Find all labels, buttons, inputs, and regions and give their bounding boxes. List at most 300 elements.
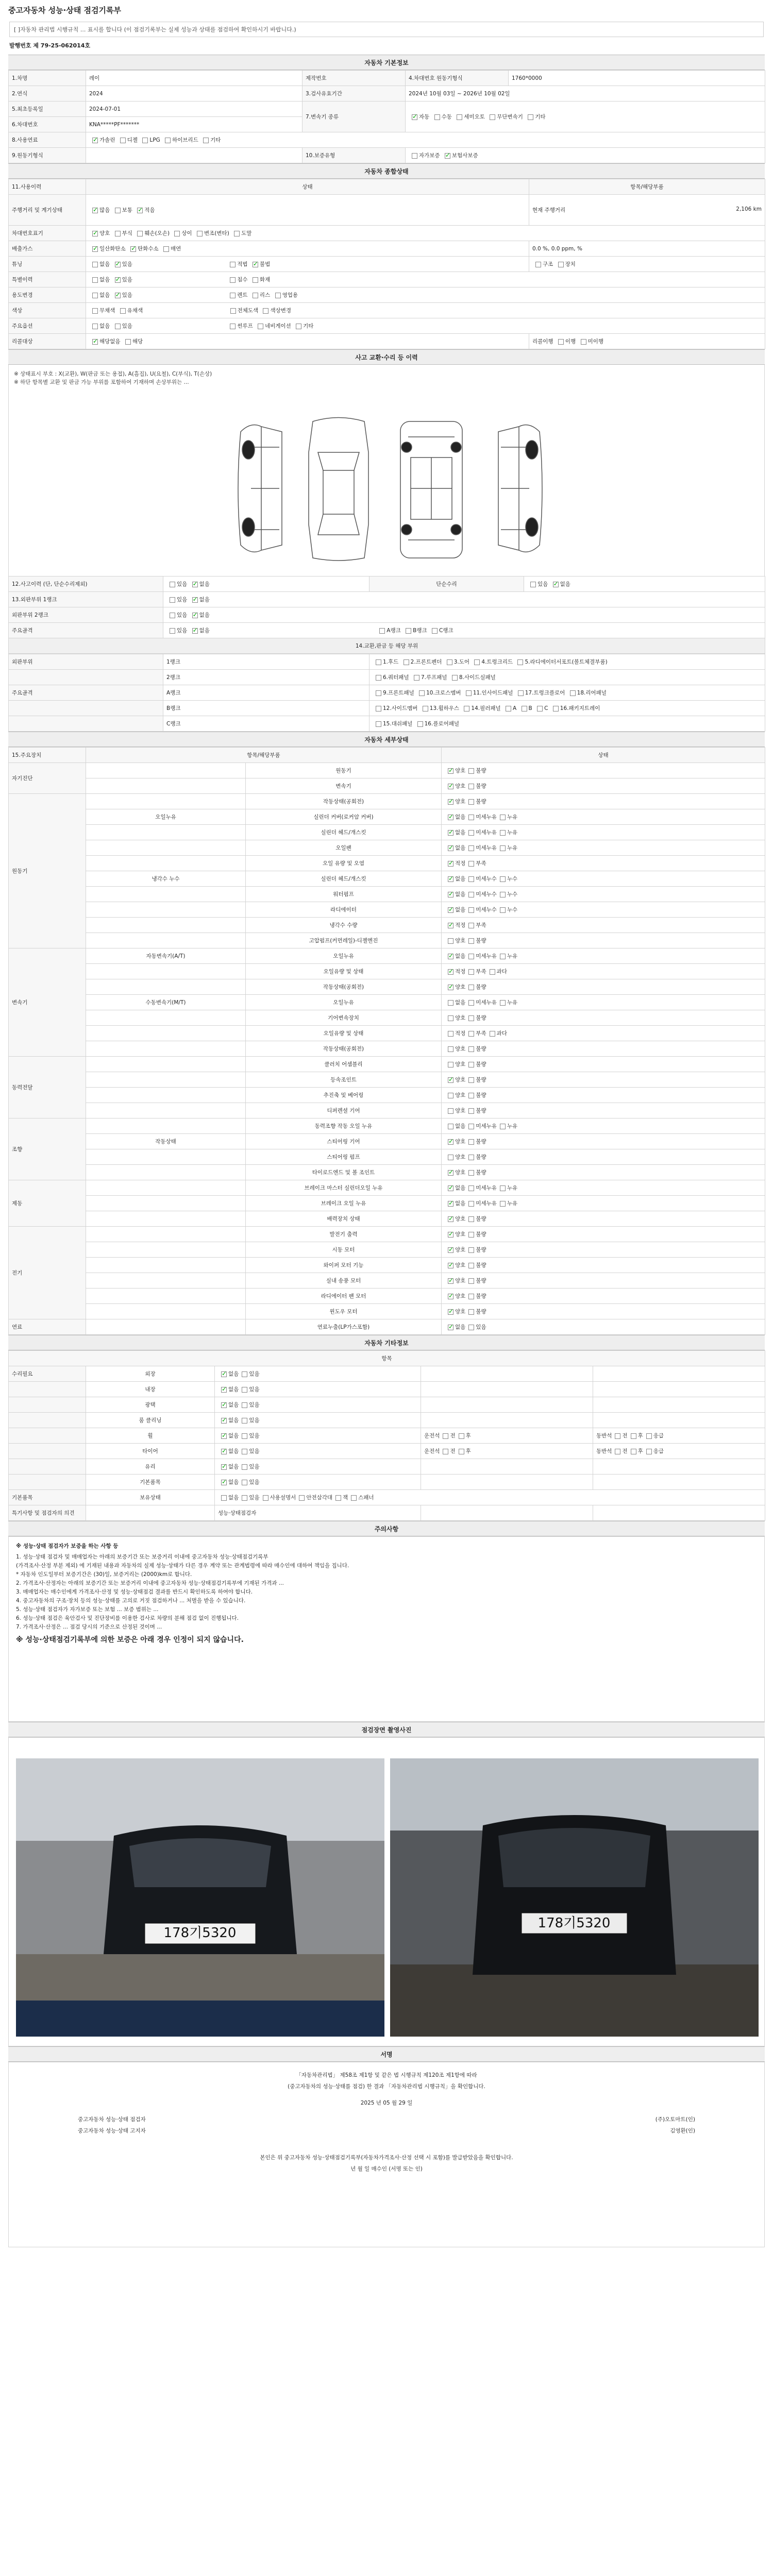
detail-item-label: 실린더 헤드/개스킷 bbox=[246, 825, 442, 840]
checkbox-icon[interactable] bbox=[448, 1170, 453, 1176]
checkbox-icon[interactable] bbox=[468, 876, 474, 882]
checkbox-icon[interactable] bbox=[170, 613, 175, 618]
checkbox-icon[interactable] bbox=[500, 907, 506, 913]
checkbox-icon[interactable] bbox=[221, 1371, 227, 1377]
checkbox-icon[interactable] bbox=[468, 938, 474, 944]
checkbox-icon[interactable] bbox=[581, 339, 586, 345]
checkbox-icon[interactable] bbox=[448, 845, 453, 851]
checkbox-icon[interactable] bbox=[500, 1185, 506, 1191]
checkbox-icon[interactable] bbox=[434, 114, 440, 120]
other-options bbox=[215, 1366, 421, 1382]
checkbox-icon[interactable] bbox=[448, 1294, 453, 1299]
checkbox-icon[interactable] bbox=[163, 246, 169, 252]
checkbox-icon[interactable] bbox=[115, 231, 121, 236]
checkbox-icon[interactable] bbox=[242, 1371, 247, 1377]
checkbox-icon[interactable] bbox=[468, 1000, 474, 1006]
detail-sub-label: 자동변속기(A/T) bbox=[86, 948, 246, 964]
tuning-options: 없음 ✓ 있음 적법 ✓ 불법 bbox=[86, 257, 529, 272]
state-option-label: 불량 bbox=[476, 1262, 486, 1268]
car-diagram-area bbox=[8, 365, 765, 576]
basic-label-firstreg: 5.최초등록일 bbox=[9, 101, 86, 117]
detail-row bbox=[9, 995, 765, 1010]
checkbox-icon[interactable] bbox=[92, 262, 98, 267]
checkbox-icon[interactable] bbox=[500, 954, 506, 959]
checkbox-icon[interactable] bbox=[406, 628, 411, 634]
checkbox-icon[interactable] bbox=[412, 153, 417, 159]
checkbox-icon[interactable] bbox=[468, 1139, 474, 1145]
checkbox-icon[interactable] bbox=[448, 1000, 453, 1006]
other-row bbox=[9, 1475, 765, 1490]
checkbox-icon[interactable] bbox=[221, 1464, 227, 1470]
checkbox-icon[interactable] bbox=[500, 892, 506, 897]
other-extra bbox=[421, 1459, 593, 1475]
other-extra bbox=[421, 1428, 593, 1444]
state-option-label: 양호 bbox=[455, 1278, 466, 1284]
detail-state-options bbox=[442, 902, 765, 918]
checkbox-icon[interactable] bbox=[500, 1201, 506, 1207]
checkbox-icon[interactable] bbox=[263, 1495, 268, 1501]
checkbox-icon[interactable] bbox=[296, 324, 301, 329]
checkbox-icon[interactable] bbox=[615, 1449, 620, 1454]
checkbox-icon[interactable] bbox=[468, 861, 474, 867]
detail-item-label: 타이로드엔드 및 볼 조인트 bbox=[246, 1165, 442, 1180]
checkbox-icon[interactable] bbox=[423, 706, 428, 711]
checkbox-icon[interactable] bbox=[448, 1124, 453, 1129]
checkbox-icon[interactable] bbox=[230, 262, 236, 267]
checkbox-icon[interactable] bbox=[448, 1093, 453, 1098]
checkbox-icon[interactable] bbox=[221, 1387, 227, 1393]
checkbox-icon[interactable] bbox=[448, 923, 453, 928]
detail-sub-label bbox=[86, 1258, 246, 1273]
checkbox-icon[interactable] bbox=[558, 339, 564, 345]
checkbox-icon[interactable] bbox=[448, 1031, 453, 1037]
checkbox-icon[interactable] bbox=[468, 1031, 474, 1037]
extra-label: 동반석 bbox=[596, 1448, 612, 1454]
status-table bbox=[8, 179, 765, 349]
basic-table bbox=[8, 70, 765, 163]
checkbox-icon[interactable] bbox=[234, 231, 240, 236]
checkbox-icon[interactable] bbox=[448, 1201, 453, 1207]
odometer-value-cell bbox=[529, 195, 765, 226]
checkbox-icon[interactable] bbox=[170, 597, 175, 603]
checkbox-icon[interactable] bbox=[379, 628, 385, 634]
state-option-label: 미세누유 bbox=[476, 1200, 497, 1207]
checkbox-icon[interactable] bbox=[376, 706, 381, 711]
other-group-label bbox=[9, 1397, 86, 1413]
checkbox-icon[interactable] bbox=[468, 1325, 474, 1330]
checkbox-icon[interactable] bbox=[376, 721, 381, 727]
checkbox-icon[interactable] bbox=[92, 277, 98, 283]
checkbox-icon[interactable] bbox=[92, 324, 98, 329]
other-extra bbox=[593, 1413, 765, 1428]
checkbox-icon[interactable] bbox=[230, 308, 236, 314]
checkbox-icon[interactable] bbox=[170, 582, 175, 587]
checkbox-icon[interactable] bbox=[443, 1433, 448, 1439]
exchange-rank: C랭크 bbox=[163, 716, 369, 732]
car-name-value: 레이 bbox=[86, 71, 303, 86]
checkbox-icon[interactable] bbox=[242, 1449, 247, 1454]
state-option-label: 미세누수 bbox=[476, 907, 497, 913]
checkbox-icon[interactable] bbox=[448, 1108, 453, 1114]
detail-sub-label bbox=[86, 1211, 246, 1227]
checkbox-icon[interactable] bbox=[335, 1495, 341, 1501]
frame-label: 주요골격 bbox=[9, 623, 163, 638]
checkbox-icon[interactable] bbox=[253, 262, 258, 267]
checkbox-icon[interactable] bbox=[646, 1449, 652, 1454]
checkbox-icon[interactable] bbox=[376, 675, 381, 681]
checkbox-icon[interactable] bbox=[221, 1480, 227, 1485]
checkbox-icon[interactable] bbox=[92, 138, 98, 143]
checkbox-icon[interactable] bbox=[263, 308, 268, 314]
option-label: 잭 bbox=[343, 1495, 348, 1501]
checkbox-icon[interactable] bbox=[92, 308, 98, 314]
checkbox-icon[interactable] bbox=[115, 324, 121, 329]
checkbox-icon[interactable] bbox=[468, 1309, 474, 1315]
other-extra bbox=[421, 1475, 593, 1490]
checkbox-icon[interactable] bbox=[468, 1108, 474, 1114]
checkbox-icon[interactable] bbox=[192, 582, 198, 587]
checkbox-icon[interactable] bbox=[120, 308, 126, 314]
checkbox-icon[interactable] bbox=[500, 830, 506, 836]
basic-label-vin: 6.차대번호 bbox=[9, 117, 86, 132]
checkbox-icon[interactable] bbox=[419, 690, 425, 696]
checkbox-icon[interactable] bbox=[448, 1232, 453, 1238]
doc-number: 발행번호 제 79-25-062014호 bbox=[9, 42, 91, 49]
detail-item-label: 오일팬 bbox=[246, 840, 442, 856]
checkbox-icon[interactable] bbox=[414, 675, 419, 681]
checkbox-icon[interactable] bbox=[92, 246, 98, 252]
checkbox-icon[interactable] bbox=[203, 138, 209, 143]
checkbox-icon[interactable] bbox=[448, 861, 453, 867]
state-option-label: 양호 bbox=[455, 1061, 466, 1067]
checkbox-icon[interactable] bbox=[468, 1201, 474, 1207]
checkbox-icon[interactable] bbox=[468, 815, 474, 820]
checkbox-icon[interactable] bbox=[506, 706, 511, 711]
detail-sub-label bbox=[86, 1149, 246, 1165]
checkbox-icon[interactable] bbox=[468, 768, 474, 774]
checkbox-icon[interactable] bbox=[221, 1402, 227, 1408]
checkbox-icon[interactable] bbox=[448, 1216, 453, 1222]
basic-label-fuel: 8.사용연료 bbox=[9, 132, 86, 148]
checkbox-icon[interactable] bbox=[448, 830, 453, 836]
checkbox-icon[interactable] bbox=[404, 659, 409, 665]
checkbox-icon[interactable] bbox=[448, 969, 453, 975]
checkbox-icon[interactable] bbox=[457, 114, 462, 120]
exchange-group bbox=[9, 701, 163, 716]
checkbox-icon[interactable] bbox=[468, 1015, 474, 1021]
detail-sub-label bbox=[86, 825, 246, 840]
checkbox-icon[interactable] bbox=[468, 1185, 474, 1191]
checkbox-icon[interactable] bbox=[468, 1077, 474, 1083]
checkbox-icon[interactable] bbox=[468, 1278, 474, 1284]
detail-group-label: 자기진단 bbox=[9, 763, 86, 794]
checkbox-icon[interactable] bbox=[92, 208, 98, 213]
other-row bbox=[9, 1428, 765, 1444]
checkbox-icon[interactable] bbox=[468, 830, 474, 836]
odometer-value: 2,106 km bbox=[736, 206, 762, 212]
checkbox-icon[interactable] bbox=[448, 1185, 453, 1191]
detail-row bbox=[9, 1103, 765, 1118]
state-option-label: 누유 bbox=[507, 953, 518, 959]
checkbox-icon[interactable] bbox=[468, 1093, 474, 1098]
checkbox-icon[interactable] bbox=[535, 262, 541, 267]
accident-legend: ※ 상태표시 부호 : X(교환), W(판금 또는 용접), A(흠집), U(요철), C(부식), T(손상) ※ 하단 항목별 교환 및 판금 가능 부위를 포함하여 기재하며 손상부위는 ... bbox=[14, 371, 212, 385]
checkbox-icon[interactable] bbox=[468, 784, 474, 789]
checkbox-icon[interactable] bbox=[468, 907, 474, 913]
checkbox-icon[interactable] bbox=[448, 1015, 453, 1021]
checkbox-icon[interactable] bbox=[130, 246, 136, 252]
exchange-group bbox=[9, 716, 163, 732]
checkbox-icon[interactable] bbox=[230, 277, 236, 283]
sign-section-title: 서명 bbox=[8, 2046, 765, 2062]
checkbox-icon[interactable] bbox=[468, 1232, 474, 1238]
checkbox-icon[interactable] bbox=[528, 114, 533, 120]
checkbox-icon[interactable] bbox=[448, 1139, 453, 1145]
checkbox-icon[interactable] bbox=[448, 938, 453, 944]
checkbox-icon[interactable] bbox=[115, 277, 121, 283]
checkbox-icon[interactable] bbox=[142, 138, 148, 143]
checkbox-icon[interactable] bbox=[500, 845, 506, 851]
checkbox-icon[interactable] bbox=[448, 815, 453, 820]
detail-item-label: 디퍼렌셜 기어 bbox=[246, 1103, 442, 1118]
status-head-state: 상태 bbox=[86, 179, 529, 195]
detail-state-options bbox=[442, 1211, 765, 1227]
checkbox-icon[interactable] bbox=[570, 690, 576, 696]
checkbox-icon[interactable] bbox=[448, 1309, 453, 1315]
checkbox-icon[interactable] bbox=[242, 1402, 247, 1408]
checkbox-icon[interactable] bbox=[192, 628, 198, 634]
checkbox-icon[interactable] bbox=[448, 1062, 453, 1067]
checkbox-icon[interactable] bbox=[448, 892, 453, 897]
checkbox-icon[interactable] bbox=[448, 1278, 453, 1284]
checkbox-icon[interactable] bbox=[448, 954, 453, 959]
inspection-photo-front bbox=[16, 1758, 384, 2037]
state-option-label: 불량 bbox=[476, 768, 486, 774]
other-extra bbox=[593, 1366, 765, 1382]
checkbox-icon[interactable] bbox=[92, 339, 98, 345]
caution-line: 7. 가격조사·산정은 ... 점검 당시의 기준으로 산정된 것이며 ... bbox=[16, 1624, 162, 1630]
checkbox-icon[interactable] bbox=[221, 1418, 227, 1423]
state-option-label: 양호 bbox=[455, 1293, 466, 1299]
checkbox-icon[interactable] bbox=[192, 597, 198, 603]
checkbox-icon[interactable] bbox=[468, 1216, 474, 1222]
major-options: 없음 있음 썬루프 네비게이션 기타 bbox=[86, 318, 765, 334]
checkbox-icon[interactable] bbox=[518, 690, 524, 696]
checkbox-icon[interactable] bbox=[448, 1247, 453, 1253]
checkbox-icon[interactable] bbox=[432, 628, 438, 634]
detail-row bbox=[9, 1180, 765, 1196]
checkbox-icon[interactable] bbox=[468, 845, 474, 851]
checkbox-icon[interactable] bbox=[468, 923, 474, 928]
usage-options: 없음 ✓ 있음 렌트 리스 영업용 bbox=[86, 287, 765, 303]
checkbox-icon[interactable] bbox=[137, 231, 143, 236]
checkbox-icon[interactable] bbox=[92, 231, 98, 236]
checkbox-icon[interactable] bbox=[631, 1433, 636, 1439]
basic-label-vin-type: 4.차대번호 원동기형식 bbox=[406, 71, 509, 86]
sign-receiver[interactable]: 년 월 일 매수인 (서명 또는 인) bbox=[350, 2166, 423, 2172]
checkbox-icon[interactable] bbox=[115, 293, 121, 298]
checkbox-icon[interactable] bbox=[500, 876, 506, 882]
checkbox-icon[interactable] bbox=[500, 815, 506, 820]
other-head: 항목 bbox=[9, 1351, 765, 1366]
detail-item-label: 원동기 bbox=[246, 763, 442, 778]
other-row bbox=[9, 1366, 765, 1382]
detail-state-options bbox=[442, 1118, 765, 1134]
checkbox-icon[interactable] bbox=[376, 690, 381, 696]
checkbox-icon[interactable] bbox=[115, 208, 121, 213]
checkbox-icon[interactable] bbox=[558, 262, 564, 267]
checkbox-icon[interactable] bbox=[448, 1325, 453, 1330]
checkbox-icon[interactable] bbox=[500, 1000, 506, 1006]
checkbox-icon[interactable] bbox=[448, 799, 453, 805]
checkbox-icon[interactable] bbox=[468, 1062, 474, 1067]
checkbox-icon[interactable] bbox=[137, 208, 143, 213]
state-option-label: 불량 bbox=[476, 1108, 486, 1114]
checkbox-icon[interactable] bbox=[537, 706, 543, 711]
status-section-title: 자동차 종합상태 bbox=[8, 163, 765, 179]
checkbox-icon[interactable] bbox=[299, 1495, 305, 1501]
checkbox-icon[interactable] bbox=[468, 1263, 474, 1268]
form-body bbox=[8, 55, 765, 2247]
option-label: 전 bbox=[450, 1433, 456, 1439]
checkbox-icon[interactable] bbox=[448, 907, 453, 913]
checkbox-icon[interactable] bbox=[448, 1046, 453, 1052]
checkbox-icon[interactable] bbox=[170, 628, 175, 634]
checkbox-icon[interactable] bbox=[490, 969, 495, 975]
detail-row bbox=[9, 1041, 765, 1057]
checkbox-icon[interactable] bbox=[468, 985, 474, 990]
checkbox-icon[interactable] bbox=[646, 1433, 652, 1439]
checkbox-icon[interactable] bbox=[468, 954, 474, 959]
checkbox-icon[interactable] bbox=[242, 1387, 247, 1393]
checkbox-icon[interactable] bbox=[448, 1077, 453, 1083]
checkbox-icon[interactable] bbox=[258, 324, 263, 329]
checkbox-icon[interactable] bbox=[500, 1124, 506, 1129]
checkbox-icon[interactable] bbox=[376, 659, 381, 665]
checkbox-icon[interactable] bbox=[448, 784, 453, 789]
state-option-label: 미세누유 bbox=[476, 829, 497, 836]
detail-sub-label bbox=[86, 794, 246, 809]
checkbox-icon[interactable] bbox=[459, 1433, 464, 1439]
checkbox-icon[interactable] bbox=[221, 1449, 227, 1454]
state-option-label: 없음 bbox=[455, 814, 466, 820]
checkbox-icon[interactable] bbox=[92, 293, 98, 298]
checkbox-icon[interactable] bbox=[125, 339, 131, 345]
detail-sub-label bbox=[86, 1304, 246, 1319]
checkbox-icon[interactable] bbox=[464, 706, 469, 711]
other-section-title: 자동차 기타정보 bbox=[8, 1335, 765, 1350]
checkbox-icon[interactable] bbox=[553, 582, 559, 587]
checkbox-icon[interactable] bbox=[517, 659, 523, 665]
checkbox-icon[interactable] bbox=[468, 1170, 474, 1176]
checkbox-icon[interactable] bbox=[468, 1294, 474, 1299]
checkbox-icon[interactable] bbox=[448, 985, 453, 990]
checkbox-icon[interactable] bbox=[120, 138, 126, 143]
state-option-label: 없음 bbox=[455, 1123, 466, 1129]
checkbox-icon[interactable] bbox=[448, 1155, 453, 1160]
checkbox-icon[interactable] bbox=[242, 1464, 247, 1470]
checkbox-icon[interactable] bbox=[115, 262, 121, 267]
checkbox-icon[interactable] bbox=[490, 1031, 495, 1037]
checkbox-icon[interactable] bbox=[448, 768, 453, 774]
checkbox-icon[interactable] bbox=[522, 706, 527, 711]
checkbox-icon[interactable] bbox=[230, 324, 236, 329]
checkbox-icon[interactable] bbox=[474, 659, 480, 665]
state-option-label: 불량 bbox=[476, 1061, 486, 1067]
exchange-rank: B랭크 bbox=[163, 701, 369, 716]
checkbox-icon[interactable] bbox=[253, 293, 258, 298]
checkbox-icon[interactable] bbox=[631, 1449, 636, 1454]
checkbox-icon[interactable] bbox=[468, 1155, 474, 1160]
checkbox-icon[interactable] bbox=[221, 1433, 227, 1439]
checkbox-icon[interactable] bbox=[468, 892, 474, 897]
detail-item-label: 오일 유량 및 오염 bbox=[246, 856, 442, 871]
checkbox-icon[interactable] bbox=[197, 231, 203, 236]
checkbox-icon[interactable] bbox=[242, 1480, 247, 1485]
detail-item-label: 등속조인트 bbox=[246, 1072, 442, 1088]
checkbox-icon[interactable] bbox=[553, 706, 559, 711]
checkbox-icon[interactable] bbox=[447, 659, 452, 665]
checkbox-icon[interactable] bbox=[468, 969, 474, 975]
checkbox-icon[interactable] bbox=[412, 114, 417, 120]
detail-sub-label bbox=[86, 1072, 246, 1088]
emission-options: ✓ 일산화탄소 ✓ 탄화수소 매연 bbox=[86, 241, 529, 257]
checkbox-icon[interactable] bbox=[468, 1046, 474, 1052]
detail-row bbox=[9, 840, 765, 856]
checkbox-icon[interactable] bbox=[275, 293, 281, 298]
detail-row bbox=[9, 1258, 765, 1273]
detail-sub-label bbox=[86, 1057, 246, 1072]
checkbox-icon[interactable] bbox=[448, 1263, 453, 1268]
checkbox-icon[interactable] bbox=[242, 1433, 247, 1439]
checkbox-icon[interactable] bbox=[242, 1495, 247, 1501]
detail-state-options bbox=[442, 1134, 765, 1149]
exchange-items: 1.후드 2.프론트펜더 3.도어 4.트렁크리드 5.라디에이터서포트(볼트체결부품) bbox=[369, 654, 765, 670]
detail-item-label: 오일유량 및 상태 bbox=[246, 1026, 442, 1041]
checkbox-icon[interactable] bbox=[253, 277, 258, 283]
exchange-table bbox=[8, 654, 765, 732]
checkbox-icon[interactable] bbox=[452, 675, 458, 681]
checkbox-icon[interactable] bbox=[351, 1495, 357, 1501]
detail-sub-label bbox=[86, 1118, 246, 1134]
license-plate-text: 178기5320 bbox=[163, 1925, 237, 1941]
checkbox-icon[interactable] bbox=[490, 114, 495, 120]
checkbox-icon[interactable] bbox=[448, 876, 453, 882]
checkbox-icon[interactable] bbox=[466, 690, 472, 696]
checkbox-icon[interactable] bbox=[615, 1433, 620, 1439]
checkbox-icon[interactable] bbox=[468, 799, 474, 805]
checkbox-icon[interactable] bbox=[174, 231, 180, 236]
exchange-title: 14.교환,판금 등 해당 부위 bbox=[9, 638, 765, 654]
checkbox-icon[interactable] bbox=[192, 613, 198, 618]
caution-line: 1. 성능·상태 점검자 및 매매업자는 아래의 보증기간 또는 보증거리 이내에 중고자동차 성능·상태점검기록부 bbox=[16, 1554, 268, 1560]
basic-label-transmission: 7.변속기 종류 bbox=[303, 101, 406, 132]
checkbox-icon[interactable] bbox=[417, 721, 423, 727]
detail-state-options bbox=[442, 979, 765, 995]
checkbox-icon[interactable] bbox=[530, 582, 536, 587]
checkbox-icon[interactable] bbox=[242, 1418, 247, 1423]
checkbox-icon[interactable] bbox=[468, 1247, 474, 1253]
checkbox-icon[interactable] bbox=[445, 153, 450, 159]
detail-head-device: 15.주요장치 bbox=[9, 748, 86, 763]
checkbox-icon[interactable] bbox=[230, 293, 236, 298]
checkbox-icon[interactable] bbox=[468, 1124, 474, 1129]
checkbox-icon[interactable] bbox=[165, 138, 171, 143]
checkbox-icon[interactable] bbox=[459, 1449, 464, 1454]
state-option-label: 불량 bbox=[476, 1077, 486, 1083]
checkbox-icon[interactable] bbox=[443, 1449, 448, 1454]
checkbox-icon[interactable] bbox=[221, 1495, 227, 1501]
